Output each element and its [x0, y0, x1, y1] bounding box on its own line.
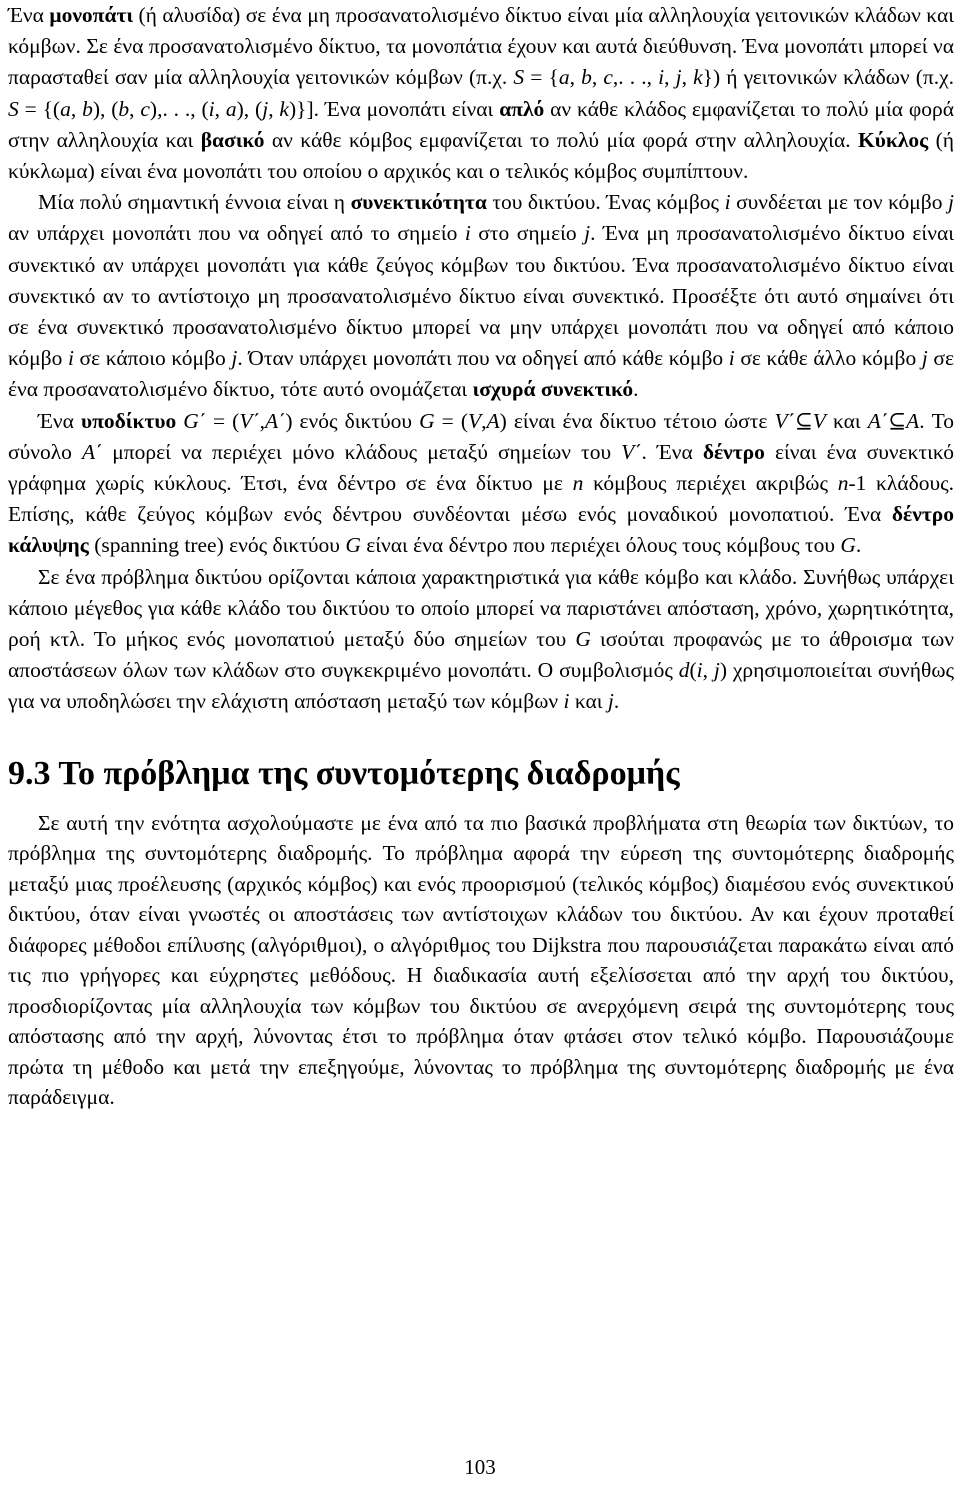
math-symbol: j [713, 658, 720, 683]
text-run: (ή αλυσίδα) σε ένα μη προσανατολισμένο δίκτυο είναι μία αλληλουχία γειτονικών κλάδων και κόμβων. Σε ένα προσανατολισμένο δίκτυο, τα μονοπάτια έχουν και αυτά διεύθυνση. Ένα μονοπάτι μπορεί να παρασταθεί σαν μία αλληλουχία γειτονικών κόμβων (π.χ. [8, 3, 954, 90]
text-run: ),. . ., ( [149, 96, 209, 121]
text-run: . Όταν υπάρχει μονοπάτι που να οδηγεί από κάθε κόμβο [237, 346, 729, 371]
math-symbol: n [572, 471, 584, 496]
math-symbol: j [607, 689, 614, 714]
math-symbol: b [118, 96, 130, 121]
text-run: = ( [205, 408, 240, 433]
text-run: ) ενός δικτύου [285, 408, 420, 433]
bold-term: υποδίκτυο [80, 408, 177, 433]
text-run: . [613, 689, 620, 714]
math-symbol: i [658, 65, 665, 90]
text-run: )}]. Ένα μονοπάτι είναι [288, 96, 500, 121]
text-run: και [825, 408, 868, 433]
text-run: }) ή γειτονικών κλάδων (π.χ. [702, 65, 955, 90]
math-symbol: G [419, 408, 435, 433]
math-symbol: a [558, 65, 570, 90]
paragraph-subnetwork-trees [8, 406, 954, 562]
text-run: Ένα [38, 408, 81, 433]
math-symbol: b [581, 65, 592, 90]
math-symbol: A [906, 408, 920, 433]
text-run: . Ένα μη προσανατολισμένο δίκτυο είναι συνεκτικό αν υπάρχει μονοπάτι για κάθε ζεύγος κόμβων του δικτύου. Ένα προσανατολισμένο δίκτυο είναι συνεκτικό αν το αντίστοιχο μη προσανατολισμένο δίκτυο είναι συνεκτικό. Προσέξτε ότι αυτό σημαίνει ότι σε ένα συνεκτικό προσανατολισμένο δίκτυο μπορεί να μην υπάρχει μονοπάτι που να οδηγεί από κάποιο κόμβο [8, 221, 954, 371]
text-run: = { [524, 65, 559, 90]
text-run: , [702, 658, 714, 683]
text-run: σε κάθε άλλο κόμβο [734, 346, 922, 371]
document-page [8, 0, 954, 1113]
text-run: σε ένα προσανατολισμένο δίκτυο, τότε αυτό ονομάζεται [8, 346, 955, 402]
math-symbol: ⊆ [888, 408, 907, 433]
text-run: ισούται προφανώς με το άθροισμα των αποστάσεων όλων των κλάδων στο συγκεκριμένο μονοπάτι. Ο συμβολισμός [8, 627, 954, 683]
bold-term: συνεκτικότητα [350, 190, 487, 215]
math-symbol: b [82, 96, 93, 121]
math-symbol: G [840, 533, 856, 558]
text-run: . Το σύνολο [8, 408, 955, 464]
math-symbol: ⊆ [794, 408, 813, 433]
bold-term: Κύκλος [858, 127, 929, 152]
math-symbol: i [724, 190, 731, 215]
math-symbol: V΄ [774, 408, 795, 433]
text-run: ( [689, 658, 697, 683]
text-run: , [214, 96, 226, 121]
text-run: στο σημείο [470, 221, 585, 246]
math-symbol: A΄ [265, 408, 286, 433]
text-run: αν υπάρχει μονοπάτι που να οδηγεί από το σημείο [8, 221, 465, 246]
text-run: ), ( [236, 96, 263, 121]
text-run: ) χρησιμοποιείται συνήθως για να υποδηλώσει την ελάχιστη απόσταση μεταξύ των κόμβων [8, 658, 954, 714]
text-run: , [259, 408, 266, 433]
math-symbol: k [693, 65, 703, 90]
math-symbol: i [67, 346, 74, 371]
text-run: αν κάθε κόμβος εμφανίζεται το πολύ μία φορά στην αλληλουχία. [264, 127, 858, 152]
math-symbol: A [486, 408, 500, 433]
math-symbol: a [60, 96, 71, 121]
math-symbol: i [208, 96, 215, 121]
math-symbol: j [948, 190, 954, 215]
text-run: κόμβους περιέχει ακριβώς [583, 471, 838, 496]
math-symbol: i [563, 689, 570, 714]
paragraph-paths [8, 0, 954, 187]
text-run: (ή κύκλωμα) είναι ένα μονοπάτι του οποίου ο αρχικός και ο τελικός κόμβος συμπίπτουν. [8, 127, 955, 184]
bold-term: ισχυρά συνεκτικό [472, 377, 634, 402]
paragraph-connectivity [8, 187, 954, 405]
text-run: -1 κλάδους. Επίσης, κάθε ζεύγος κόμβων ενός δέντρου συνδέονται μέσω ενός μοναδικού μονοπατιού. Ένα [8, 471, 954, 527]
text-run: , [681, 65, 694, 90]
text-run: , [481, 408, 487, 433]
math-symbol: c [140, 96, 150, 121]
math-symbol: j [584, 221, 591, 246]
math-symbol: A΄ [81, 439, 103, 464]
text-run: και [569, 689, 608, 714]
text-run: Σε ένα πρόβλημα δικτύου ορίζονται κάποια χαρακτηριστικά για κάθε κόμβο και κλάδο. Συνήθως υπάρχει κάποιο μέγεθος για κάθε κλάδο του δικτύου το οποίο μπορεί να παριστάνει απόσταση, χρόνο, χωρητικότητα, ροή κτλ. Το μήκος ενός μονοπατιού μεταξύ δύο σημείων του [8, 564, 954, 652]
math-symbol: j [675, 65, 682, 90]
bold-term: απλό [499, 96, 545, 121]
text-run: μπορεί να περιέχει μόνο κλάδους μεταξύ σημείων του [102, 439, 622, 464]
bold-term: μονοπάτι [49, 3, 134, 27]
math-symbol: V [812, 408, 826, 433]
paragraph-distances [8, 562, 954, 718]
math-symbol: V [468, 408, 482, 433]
math-symbol: j [921, 346, 928, 371]
text-run: . [855, 533, 862, 558]
page-number: 103 [464, 1455, 496, 1479]
math-symbol: G [575, 627, 591, 652]
math-symbol: V΄ [621, 439, 642, 464]
text-run: σε κάποιο κόμβο [73, 346, 232, 371]
text-run: . Ένα [641, 439, 703, 464]
text-run: συνδέεται με τον κόμβο [730, 190, 949, 215]
math-symbol: a [225, 96, 237, 121]
section-heading: 9.3 Το πρόβλημα της συντομότερης διαδρομής [8, 754, 680, 792]
bold-term: βασικό [200, 127, 265, 152]
math-symbol: c [603, 65, 613, 90]
text-run: είναι ένα συνεκτικό γράφημα χωρίς κύκλους. Έτσι, ένα δέντρο σε ένα δίκτυο με [8, 439, 955, 496]
math-symbol: i [696, 658, 703, 683]
text-run: ) είναι ένα δίκτυο τέτοιο ώστε [499, 408, 775, 433]
math-symbol: A΄ [867, 408, 889, 433]
math-symbol: G [345, 533, 361, 558]
text-run: αν κάθε κλάδος εμφανίζεται το πολύ μία φορά στην αλληλουχία και [8, 96, 955, 152]
text-run: ), ( [92, 96, 119, 121]
math-symbol: V΄ [239, 408, 260, 433]
text-run: = ( [434, 408, 468, 433]
text-run: είναι ένα δέντρο που περιέχει όλους τους κόμβους του [360, 533, 841, 558]
text-run: ,. . ., [612, 65, 659, 90]
math-symbol: j [262, 96, 269, 121]
math-symbol: i [464, 221, 471, 246]
text-run: , [591, 65, 604, 90]
text-run: , [70, 96, 83, 121]
math-symbol: i [728, 346, 735, 371]
text-run: , [268, 96, 280, 121]
bold-term: δέντρο [702, 439, 765, 464]
text-run: , [129, 96, 141, 121]
math-symbol: G΄ [183, 408, 206, 433]
text-run: (spanning tree) ενός δικτύου [88, 533, 346, 558]
math-symbol: k [279, 96, 289, 121]
math-symbol: S [8, 96, 19, 121]
text-run: , [664, 65, 676, 90]
math-symbol: d [678, 658, 690, 683]
math-symbol: j [231, 346, 238, 371]
text-run: , [569, 65, 582, 90]
math-symbol: S [513, 65, 525, 90]
math-symbol: n [837, 471, 849, 496]
bold-term: δέντρο κάλυψης [8, 502, 954, 558]
text-run: = {( [18, 96, 61, 121]
text-run: Μία πολύ σημαντική έννοια είναι η [38, 190, 351, 215]
text-run: του δικτύου. Ένας κόμβος [486, 190, 725, 215]
text-run: Ένα [8, 3, 50, 27]
text-run: . [633, 377, 639, 402]
paragraph-shortest-path-intro: Σε αυτή την ενότητα ασχολούμαστε με ένα από τα πιο βασικά προβλήματα στη θεωρία των δικτύων, το πρόβλημα της συντομότερης διαδρομής. Το πρόβλημα αφορά την εύρεση της συντομότερης διαδρομής μεταξύ μιας προέλευσης (αρχικός κόμβος) και ενός προορισμού (τελικός κόμβος) διαμέσου ενός συνεκτικού δικτύου, όταν είναι γνωστές οι αποστάσεις των αντίστοιχων κλάδων του δικτύου. Αν και έχουν προταθεί διάφορες μέθοδοι επίλυσης (αλγόριθμοι), ο αλγόριθμος του Dijkstra που παρουσιάζεται παρακάτω είναι από τις πιο γρήγορες και εύχρηστες μεθόδους. Η διαδικασία αυτή εξελίσσεται από την αρχή του δικτύου, προσδιορίζοντας μία αλληλουχία των κόμβων του δικτύου σε ανερχόμενη σειρά της συντομότερης τους απόστασης από την αρχή, λύνοντας έτσι το πρόβλημα όταν φτάσει στον τελικό κόμβο. Παρουσιάζουμε πρώτα τη μέθοδο και μετά την επεξηγούμε, λύνοντας το πρόβλημα της συντομότερης διαδρομής με ένα παράδειγμα. [8, 810, 954, 1110]
